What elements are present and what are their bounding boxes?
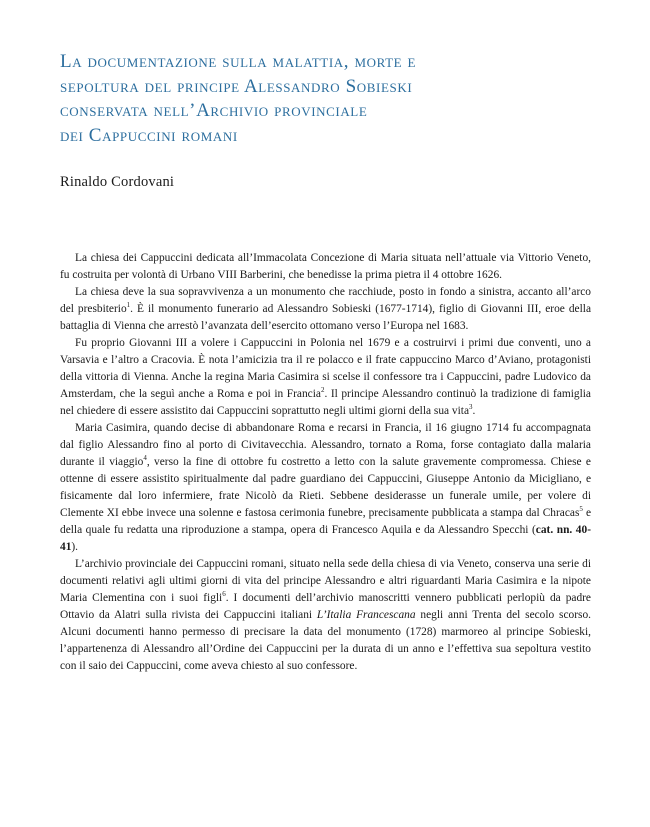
text-segment: e della quale fu redatta una riproduzione a stampa, opera di Francesco Aquila e da Alessandro Specchi (	[60, 507, 592, 536]
footnote-ref: 5	[579, 505, 583, 514]
text-segment: La chiesa dei Cappuccini dedicata all’Immacolata Concezione di Maria situata nell’attuale via Vittorio Veneto, fu costruita per volontà di Urbano VIII Barberini, che benedisse la prima pietra il 4 ottobre 1626.	[60, 252, 591, 281]
essay-title	[60, 50, 600, 148]
text-segment: ).	[71, 541, 79, 553]
text-segment: negli anni Trenta del secolo scorso. Alcuni documenti hanno permesso di precisare la data del monumento (1728) marmoreo al principe Sobieski, l’appartenenza di Alessandro all’Ordine dei Cappuccini per la durata di un anno e l’effettiva sua sepoltura vestito con il saio dei Cappuccini, come aveva chiesto al suo confessore.	[60, 609, 592, 672]
text-segment: La chiesa deve la sua sopravvivenza a un monumento che racchiude, posto in fondo a sinistra, accanto all’arco del presbiterio	[60, 286, 591, 315]
text-segment: , verso la fine di ottobre fu costretto a letto con la salute gravemente compromessa. Chiese e ottenne di essere assistito spiritualmente dal padre guardiano dei Cappuccini, Giuseppe Antonio da Micigliano, e fisicamente dal loro infermiere, frate Nicolò da Rieti. Sebbene desiderasse un funerale umile, per volere di Clemente XI ebbe invece una solenne e fastosa cerimonia funebre, precisamente pubblicata a stampa dal Chracas	[60, 456, 591, 519]
title-line: La documentazione sulla malattia, morte e	[60, 51, 417, 72]
text-segment: .	[472, 405, 476, 417]
text-segment: . Il principe Alessandro continuò la tradizione di famiglia nel chiedere di essere assistito dai Cappuccini soprattutto negli ultimi giorni della sua vita	[60, 388, 591, 417]
footnote-ref: 4	[143, 454, 147, 463]
author-name: Rinaldo Cordovani	[60, 174, 175, 190]
text-segment: . I documenti dell’archivio manoscritti vennero pubblicati perlopiù da padre Ottavio da Alatri sulla rivista dei Cappuccini italiani	[60, 592, 591, 621]
paragraph	[60, 335, 591, 420]
journal-title: L’Italia Francescana	[316, 609, 416, 621]
footnote-ref: 3	[469, 403, 473, 412]
text-segment: Maria Casimira, quando decise di abbandonare Roma e recarsi in Francia, il 16 giugno 1714 fu accompagnata dal figlio Alessandro fino al porto di Civitavecchia. Alessandro, tornato a Roma, forse contagiato dalla malaria durante il viaggio	[60, 422, 591, 468]
footnote-ref: 1	[126, 301, 131, 310]
footnote-ref: 6	[222, 590, 226, 599]
paragraph	[60, 284, 591, 335]
title-line: sepoltura del principe Alessandro Sobieski	[60, 75, 413, 97]
paragraph	[60, 556, 591, 675]
paragraph	[60, 250, 591, 284]
title-line: conservata nell’Archivio provinciale	[60, 100, 368, 121]
footnote-ref: 2	[320, 386, 325, 395]
body-text	[60, 250, 591, 675]
paragraph	[60, 420, 591, 556]
text-segment: . È il monumento funerario ad Alessandro Sobieski (1677-1714), figlio di Giovanni III, eroe della battaglia di Vienna che arrestò l’avanzata dell’esercito ottomano verso l’Europa nel 1683.	[60, 303, 591, 332]
text-segment: L’archivio provinciale dei Cappuccini romani, situato nella sede della chiesa di via Veneto, conserva una serie di documenti relativi agli ultimi giorni di vita del principe Alessandro e altri riguardanti Maria Casimira e la nipote Maria Clementina con i suoi figli	[60, 558, 591, 604]
catalog-reference: cat. nn. 40-41	[60, 524, 591, 553]
title-line: dei Cappuccini romani	[60, 124, 238, 146]
text-segment: Fu proprio Giovanni III a volere i Cappuccini in Polonia nel 1679 e a costruirvi i primi due conventi, uno a Varsavia e l’altro a Cracovia. È nota l’amicizia tra il re polacco e il frate cappuccino Marco d’Aviano, protagonisti della vittoria di Vienna. Anche la regina Maria Casimira si scelse il confessore tra i Cappuccini, padre Ludovico da Amsterdam, che la seguì anche a Roma e poi in Francia	[60, 337, 591, 400]
